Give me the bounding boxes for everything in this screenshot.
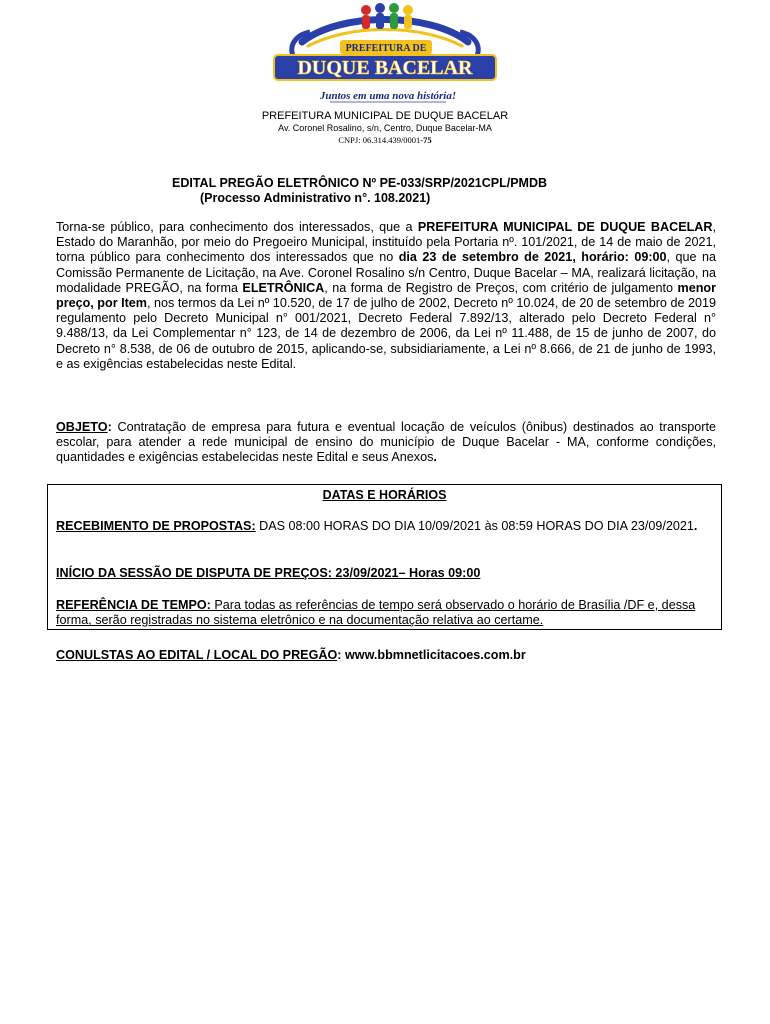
inicio-label: INÍCIO DA SESSÃO DE DISPUTA DE PREÇOS: <box>56 566 332 580</box>
objeto-end: . <box>433 450 437 465</box>
header-cnpj <box>0 135 770 145</box>
intro-text-1: Torna-se público, para conhecimento dos interessados, que a <box>56 220 418 234</box>
objeto-text: Contratação de empresa para futura e eventual locação de veículos (ônibus) destinados ao transporte escolar, para atender a rede municipal de ensino do município de Duque Bacelar - MA, conforme condições, quantidades e exigências estabelecidas neste Edital e seus Anexos <box>56 420 716 465</box>
people-figures-icon <box>361 3 413 29</box>
consultas-label: CONULSTAS AO EDITAL / LOCAL DO PREGÃO <box>56 648 338 662</box>
recebimento-label: RECEBIMENTO DE PROPOSTAS: <box>56 519 256 533</box>
recebimento-line <box>56 519 716 534</box>
edital-process-number: (Processo Administrativo n°. 108.2021) <box>200 191 431 205</box>
referencia-text: Para todas as referências de tempo será observado o horário de Brasília /DF e, dessa forma, serão registradas no sistema eletrônico e na documentação relativa ao certame. <box>56 598 696 628</box>
intro-text-2: , Estado do Maranhão, por meio do Pregoeiro Municipal, instituído pela Portaria nº. 101/2021, de 14 de maio de 2021, torna público para conhecimento dos interessados que no <box>56 220 716 265</box>
cnpj-prefix: CNPJ: 06.314.439/0001- <box>338 135 424 145</box>
intro-bold-3: ELETRÔNICA <box>242 280 325 295</box>
logo-prefix: PREFEITURA DE <box>345 43 427 54</box>
recebimento-end: . <box>693 519 698 533</box>
duque-bacelar-logo <box>270 2 500 106</box>
cnpj-suffix: 75 <box>423 135 432 145</box>
logo-slogan: Juntos em uma nova história! <box>319 90 457 102</box>
objeto-label: OBJETO <box>56 420 108 434</box>
intro-bold-2: dia 23 de setembro de 2021, horário: 09:00 <box>398 250 667 265</box>
logo-name: DUQUE BACELAR <box>297 57 473 79</box>
intro-text-4: , na forma de Registro de Preços, com critério de julgamento <box>324 280 678 295</box>
referencia-line <box>56 598 716 628</box>
consultas-line <box>56 648 526 662</box>
edital-title: EDITAL PREGÃO ELETRÔNICO Nº PE-033/SRP/2021CPL/PMDB <box>172 176 548 190</box>
referencia-label: REFERÊNCIA DE TEMPO: <box>56 598 211 612</box>
datas-title: DATAS E HORÁRIOS <box>322 488 447 502</box>
intro-bold-4: menor preço, por Item <box>56 280 716 311</box>
consultas-link[interactable]: : www.bbmnetlicitacoes.com.br <box>337 648 526 662</box>
header-municipality: PREFEITURA MUNICIPAL DE DUQUE BACELAR <box>261 110 509 122</box>
intro-text-5: , nos termos da Lei nº 10.520, de 17 de julho de 2002, Decreto nº 10.024, de 20 de setembro de 2019 regulamento pelo Decreto Municipal n° 001/2021, Decreto Federal 7.892/13, alterado pelo Decreto Federal n° 9.488/13, da Lei Complementar n° 123, de 14 de dezembro de 2006, da Lei nº 11.488, de 15 de junho de 2007, do Decreto n° 8.538, de 06 de outubro de 2015, aplicando-se, subsidiariamente, a Lei nº 8.666, de 21 de junho de 1993, e as exigências estabelecidas neste Edital. <box>56 296 716 371</box>
inicio-text: 23/09/2021– Horas 09:00 <box>331 566 481 580</box>
objeto-colon: : <box>107 420 112 434</box>
inicio-line <box>56 566 716 581</box>
recebimento-text: DAS 08:00 HORAS DO DIA 10/09/2021 às 08:59 HORAS DO DIA 23/09/2021 <box>255 519 694 533</box>
datas-horarios-box <box>47 484 722 630</box>
objeto-paragraph <box>56 420 716 466</box>
header-address: Av. Coronel Rosalino, s/n, Centro, Duque Bacelar-MA <box>278 123 492 133</box>
intro-paragraph <box>56 220 716 372</box>
intro-text-3: , que na Comissão Permanente de Licitação, na Ave. Coronel Rosalino s/n Centro, Duque Bacelar – MA, realizará licitação, na modalidade PREGÃO, na forma <box>56 250 716 295</box>
intro-bold-1: PREFEITURA MUNICIPAL DE DUQUE BACELAR <box>417 220 713 234</box>
